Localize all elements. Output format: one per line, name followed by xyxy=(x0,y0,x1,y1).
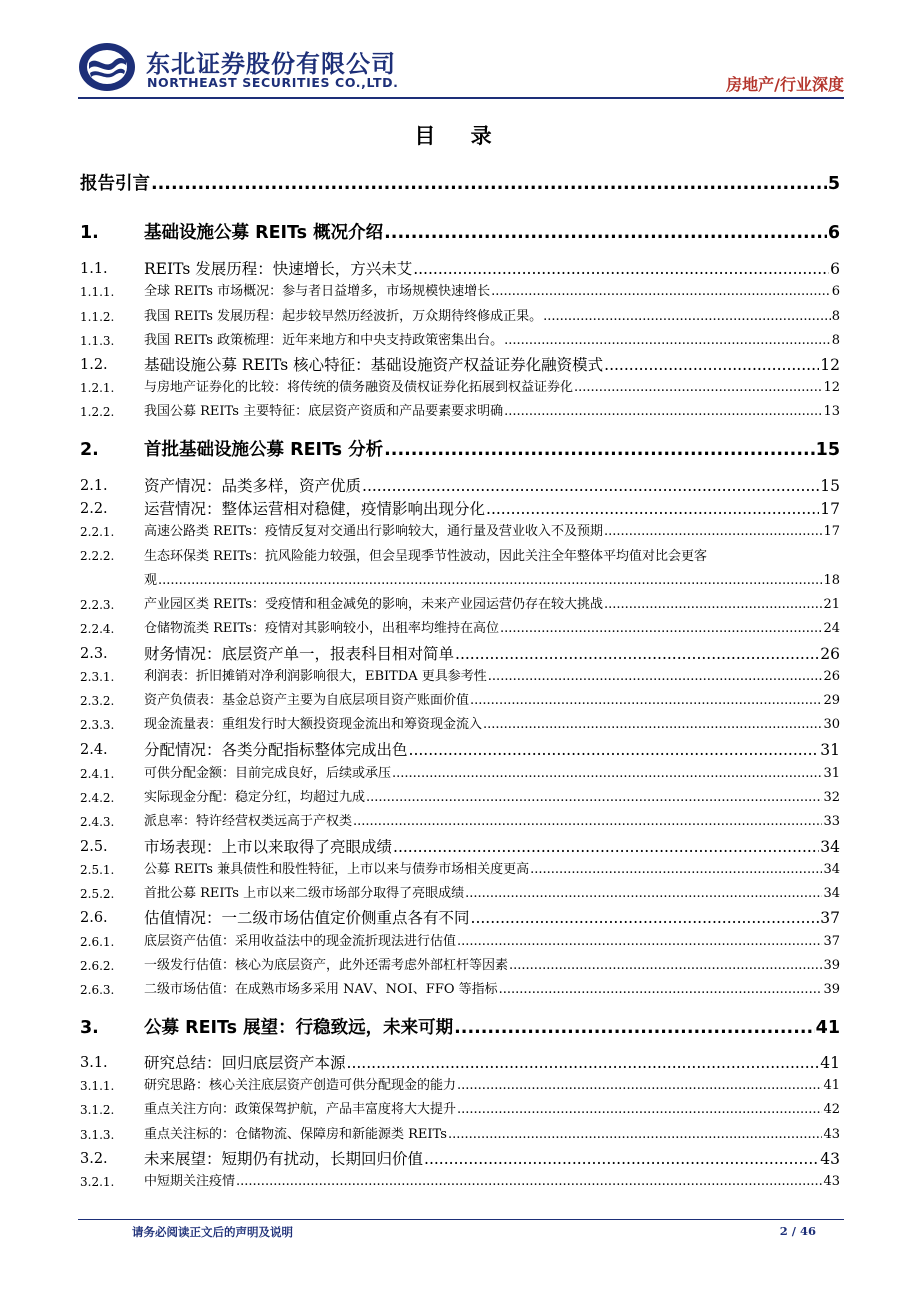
toc-entry-page: 8 xyxy=(831,309,840,324)
toc-entry-title: 分配情况：各类分配指标整体完成出色 xyxy=(144,741,408,759)
toc-entry-number: 2. xyxy=(80,440,99,460)
toc-entry-number: 2.1. xyxy=(80,478,108,494)
toc-entry-page: 15 xyxy=(820,477,840,495)
page-header xyxy=(78,42,844,94)
toc-entry-number: 3. xyxy=(80,1018,99,1038)
toc-entry-title: 产业园区类 REITs：受疫情和租金减免的影响，未来产业园运营仍存在较大挑战 xyxy=(144,597,603,612)
toc-entry[interactable] xyxy=(80,596,840,614)
toc-entry-page: 21 xyxy=(823,597,840,612)
toc-entry-title: 基础设施公募 REITs 概况介绍 xyxy=(144,223,384,243)
toc-entry[interactable] xyxy=(80,933,840,951)
toc-entry-page: 17 xyxy=(820,500,840,518)
toc-entry-page: 41 xyxy=(815,1018,840,1038)
toc-entry-number: 3.1.1. xyxy=(80,1079,115,1093)
toc-entry-title: 底层资产估值：采用收益法中的现金流折现法进行估值 xyxy=(144,934,457,949)
toc-leader-dots xyxy=(488,668,823,686)
toc-entry-page: 41 xyxy=(823,1078,840,1093)
toc-entry[interactable] xyxy=(80,668,840,686)
toc-entry[interactable] xyxy=(80,644,840,664)
toc-entry[interactable] xyxy=(80,837,840,857)
toc-entry[interactable] xyxy=(80,476,840,496)
toc-entry-page: 29 xyxy=(823,693,840,708)
toc-entry-title: 运营情况：整体运营相对稳健，疫情影响出现分化 xyxy=(144,500,486,518)
toc-leader-dots xyxy=(543,308,831,326)
toc-entry-number: 1.2.1. xyxy=(80,381,115,395)
toc-entry-page: 24 xyxy=(823,621,840,636)
toc-entry[interactable] xyxy=(80,1053,840,1073)
toc-entry[interactable] xyxy=(80,620,840,638)
toc-entry[interactable] xyxy=(80,1077,840,1095)
toc-leader-dots xyxy=(504,332,831,350)
toc-entry[interactable] xyxy=(80,908,840,928)
toc-entry[interactable] xyxy=(80,379,840,397)
toc-entry-number: 2.4. xyxy=(80,742,108,758)
toc-entry-number: 报告引言 xyxy=(80,174,150,194)
toc-entry-number: 2.5.1. xyxy=(80,863,115,877)
toc-entry-title: 中短期关注疫情 xyxy=(144,1174,236,1189)
toc-entry-title: 资产情况：品类多样，资产优质 xyxy=(144,477,362,495)
header-divider xyxy=(78,97,844,99)
footer-divider xyxy=(78,1219,844,1220)
toc-entry-number: 3.1. xyxy=(80,1055,108,1071)
toc-leader-dots xyxy=(424,1149,819,1169)
toc-leader-dots xyxy=(454,1017,814,1039)
toc-entry-number: 2.4.3. xyxy=(80,815,115,829)
toc-entry-page: 41 xyxy=(820,1054,840,1072)
toc-entry-title: 未来展望：短期仍有扰动，长期回归价值 xyxy=(144,1150,424,1168)
toc-entry-title: 估值情况：一二级市场估值定价侧重点各有不同 xyxy=(144,909,470,927)
toc-leader-dots xyxy=(530,861,822,879)
toc-leader-dots xyxy=(471,908,820,928)
toc-leader-dots xyxy=(604,523,823,541)
toc-leader-dots xyxy=(499,981,823,999)
company-name-en: NORTHEAST SECURITIES CO.,LTD. xyxy=(147,75,399,90)
toc-entry-number: 2.5.2. xyxy=(80,887,115,901)
toc-entry-page: 34 xyxy=(820,838,840,856)
toc-leader-dots xyxy=(465,885,822,903)
toc-entry-title: 基础设施公募 REITs 核心特征：基础设施资产权益证券化融资模式 xyxy=(144,356,604,374)
toc-entry-title: 派息率：特许经营权类远高于产权类 xyxy=(144,814,353,829)
toc-entry[interactable] xyxy=(80,1149,840,1169)
toc-entry[interactable] xyxy=(80,813,840,831)
toc-leader-dots xyxy=(347,1053,820,1073)
toc-leader-dots xyxy=(504,403,822,421)
toc-leader-dots xyxy=(457,1101,822,1119)
toc-entry-title: 可供分配金额：目前完成良好，后续或承压 xyxy=(144,766,392,781)
disclaimer-note: 请务必阅读正文后的声明及说明 xyxy=(132,1225,293,1239)
toc-entry-number: 2.6.2. xyxy=(80,959,115,973)
toc-entry-number: 1.2. xyxy=(80,357,108,373)
toc-entry-number: 2.2.1. xyxy=(80,525,115,539)
toc-entry[interactable] xyxy=(80,403,840,421)
toc-entry-title: 利润表：折旧摊销对净利润影响很大，EBITDA 更具参考性 xyxy=(144,669,487,684)
toc-entry-title: 全球 REITs 市场概况：参与者日益增多，市场规模快速增长 xyxy=(144,284,491,299)
toc-entry-page: 31 xyxy=(820,741,840,759)
toc-entry-title: 重点关注标的：仓储物流、保障房和新能源类 REITs xyxy=(144,1127,447,1142)
toc-entry[interactable] xyxy=(80,308,840,326)
toc-entry-title: 公募 REITs 兼具债性和股性特征，上市以来与债券市场相关度更高 xyxy=(144,862,530,877)
toc-entry-page: 18 xyxy=(823,573,840,588)
toc-leader-dots xyxy=(366,789,822,807)
toc-leader-dots xyxy=(158,572,822,590)
toc-entry-page: 34 xyxy=(823,886,840,901)
toc-entry-number: 3.2.1. xyxy=(80,1175,115,1189)
toc-entry-number: 2.2.3. xyxy=(80,598,115,612)
toc-entry-title-continued: 观 xyxy=(144,573,158,588)
toc-entry-page: 37 xyxy=(823,934,840,949)
toc-entry[interactable] xyxy=(80,499,840,519)
page-number: 2 / 46 xyxy=(779,1224,816,1238)
toc-entry[interactable] xyxy=(80,283,840,301)
toc-entry[interactable] xyxy=(80,716,840,734)
toc-entry-number: 2.3.1. xyxy=(80,670,115,684)
toc-entry-page: 30 xyxy=(823,717,840,732)
toc-leader-dots xyxy=(384,222,827,244)
toc-entry[interactable] xyxy=(80,439,840,461)
toc-entry-number: 1.1. xyxy=(80,261,108,277)
toc-entry-page: 8 xyxy=(831,333,840,348)
toc-entry[interactable] xyxy=(80,981,840,999)
toc-entry[interactable] xyxy=(80,523,840,541)
toc-leader-dots xyxy=(392,765,822,783)
toc-leader-dots xyxy=(393,837,819,857)
company-logo-icon xyxy=(78,42,136,92)
toc-entry-number: 1.1.1. xyxy=(80,285,115,299)
toc-leader-dots xyxy=(353,813,822,831)
toc-entry-number: 2.6. xyxy=(80,910,108,926)
toc-entry[interactable] xyxy=(80,1126,840,1144)
toc-entry-number: 2.3.2. xyxy=(80,694,115,708)
toc-entry-title: 研究总结：回归底层资产本源 xyxy=(144,1054,346,1072)
toc-leader-dots xyxy=(483,716,822,734)
toc-entry-title: 高速公路类 REITs：疫情反复对交通出行影响较大，通行量及营业收入不及预期 xyxy=(144,524,603,539)
toc-entry-number: 2.3.3. xyxy=(80,718,115,732)
toc-entry-page: 5 xyxy=(827,174,840,194)
toc-entry-page: 12 xyxy=(823,380,840,395)
toc-entry[interactable] xyxy=(80,885,840,903)
toc-entry-title: 公募 REITs 展望：行稳致远，未来可期 xyxy=(144,1018,454,1038)
toc-entry-title: 现金流量表：重组发行时大额投资现金流出和筹资现金流入 xyxy=(144,717,483,732)
toc-entry[interactable] xyxy=(80,740,840,760)
toc-entry-page: 32 xyxy=(823,790,840,805)
toc-entry[interactable] xyxy=(80,173,840,195)
toc-leader-dots xyxy=(604,596,823,614)
toc-leader-dots xyxy=(500,620,823,638)
toc-leader-dots xyxy=(384,439,814,461)
toc-entry-page: 26 xyxy=(820,645,840,663)
toc-entry-number: 3.1.3. xyxy=(80,1128,115,1142)
toc-entry-page: 6 xyxy=(831,284,840,299)
toc-leader-dots xyxy=(362,476,819,496)
toc-entry-title: 财务情况：底层资产单一，报表科目相对简单 xyxy=(144,645,455,663)
toc-entry[interactable] xyxy=(80,765,840,783)
toc-entry-number: 2.5. xyxy=(80,839,108,855)
toc-leader-dots xyxy=(486,499,819,519)
toc-entry-number: 2.2.2. xyxy=(80,549,115,563)
toc-entry-title: REITs 发展历程：快速增长，方兴未艾 xyxy=(144,260,413,278)
toc-entry-title: 我国 REITs 政策梳理：近年来地方和中央支持政策密集出台。 xyxy=(144,333,504,348)
toc-entry-number: 2.2. xyxy=(80,501,108,517)
toc-entry[interactable] xyxy=(80,861,840,879)
toc-entry[interactable] xyxy=(80,789,840,807)
toc-entry-title: 仓储物流类 REITs：疫情对其影响较小，出租率均维持在高位 xyxy=(144,621,499,636)
toc-leader-dots xyxy=(236,1173,822,1191)
toc-entry[interactable] xyxy=(80,222,840,244)
toc-entry-page: 31 xyxy=(823,766,840,781)
toc-entry-number: 2.3. xyxy=(80,646,108,662)
toc-entry-page: 33 xyxy=(823,814,840,829)
toc-entry-title: 研究思路：核心关注底层资产创造可供分配现金的能力 xyxy=(144,1078,457,1093)
report-category: 房地产/行业深度 xyxy=(726,75,844,94)
toc-entry-page: 6 xyxy=(830,260,840,278)
toc-entry-title: 二级市场估值：在成熟市场多采用 NAV、NOI、FFO 等指标 xyxy=(144,982,498,997)
toc-leader-dots xyxy=(457,1077,822,1095)
toc-entry-page: 37 xyxy=(820,909,840,927)
toc-entry-title: 市场表现：上市以来取得了亮眼成绩 xyxy=(144,838,393,856)
toc-entry[interactable] xyxy=(80,1101,840,1119)
toc-entry-title: 我国 REITs 发展历程：起步较早然历经波折，万众期待终修成正果。 xyxy=(144,309,543,324)
toc-entry-number: 2.6.1. xyxy=(80,935,115,949)
toc-entry-title: 实际现金分配：稳定分红，均超过九成 xyxy=(144,790,366,805)
toc-entry-page: 26 xyxy=(823,669,840,684)
toc-entry-title: 我国公募 REITs 主要特征：底层资产资质和产品要素要求明确 xyxy=(144,404,504,419)
toc-entry-number: 1. xyxy=(80,223,99,243)
toc-entry-page: 15 xyxy=(815,440,840,460)
toc-leader-dots xyxy=(455,644,819,664)
toc-entry-title: 资产负债表：基金总资产主要为自底层项目资产账面价值 xyxy=(144,693,470,708)
toc-entry-number: 3.2. xyxy=(80,1151,108,1167)
page-title: 目 录 xyxy=(414,124,506,148)
toc-leader-dots xyxy=(457,933,822,951)
toc-entry-page: 13 xyxy=(823,404,840,419)
toc-entry-number: 1.1.3. xyxy=(80,334,115,348)
toc-entry-title: 一级发行估值：核心为底层资产，此外还需考虑外部杠杆等因素 xyxy=(144,958,509,973)
toc-entry-page: 43 xyxy=(823,1127,840,1142)
toc-leader-dots xyxy=(409,740,820,760)
toc-entry-title: 重点关注方向：政策保驾护航，产品丰富度将大大提升 xyxy=(144,1102,457,1117)
toc-leader-dots xyxy=(470,692,822,710)
toc-leader-dots xyxy=(604,355,819,375)
toc-entry-number: 2.4.1. xyxy=(80,767,115,781)
toc-leader-dots xyxy=(509,957,822,975)
toc-entry[interactable] xyxy=(80,259,840,279)
toc-entry-page: 42 xyxy=(823,1102,840,1117)
toc-entry-title: 首批基础设施公募 REITs 分析 xyxy=(144,440,384,460)
toc-leader-dots xyxy=(151,173,827,195)
toc-entry-number: 3.1.2. xyxy=(80,1103,115,1117)
toc-entry[interactable] xyxy=(80,957,840,975)
toc-entry-page: 17 xyxy=(823,524,840,539)
toc-entry[interactable] xyxy=(80,692,840,710)
toc-entry-number: 2.6.3. xyxy=(80,983,115,997)
toc-entry[interactable] xyxy=(80,1173,840,1191)
toc-entry-page: 39 xyxy=(823,958,840,973)
toc-entry-number: 2.4.2. xyxy=(80,791,115,805)
toc-entry-number: 1.2.2. xyxy=(80,405,115,419)
toc-entry-number: 2.2.4. xyxy=(80,622,115,636)
toc-entry-page: 39 xyxy=(823,982,840,997)
toc-leader-dots xyxy=(413,259,829,279)
toc-entry-page: 12 xyxy=(820,356,840,374)
toc-entry-page: 34 xyxy=(823,862,840,877)
company-name-cn: 东北证券股份有限公司 xyxy=(146,50,396,78)
toc-entry-page: 43 xyxy=(820,1150,840,1168)
toc-entry-title: 与房地产证券化的比较：将传统的债务融资及债权证券化拓展到权益证券化 xyxy=(144,380,574,395)
toc-entry-title: 生态环保类 REITs：抗风险能力较强，但会呈现季节性波动，因此关注全年整体平均值对比会更客 xyxy=(144,549,707,564)
toc-entry[interactable] xyxy=(80,332,840,350)
toc-entry[interactable] xyxy=(80,355,840,375)
toc-leader-dots xyxy=(448,1126,823,1144)
toc-entry[interactable] xyxy=(80,1017,840,1039)
toc-entry-page: 43 xyxy=(823,1174,840,1189)
toc-entry-number: 1.1.2. xyxy=(80,310,115,324)
toc-leader-dots xyxy=(491,283,831,301)
toc-entry-title: 首批公募 REITs 上市以来二级市场部分取得了亮眼成绩 xyxy=(144,886,465,901)
toc-leader-dots xyxy=(574,379,822,397)
toc-entry-page: 6 xyxy=(827,223,840,243)
